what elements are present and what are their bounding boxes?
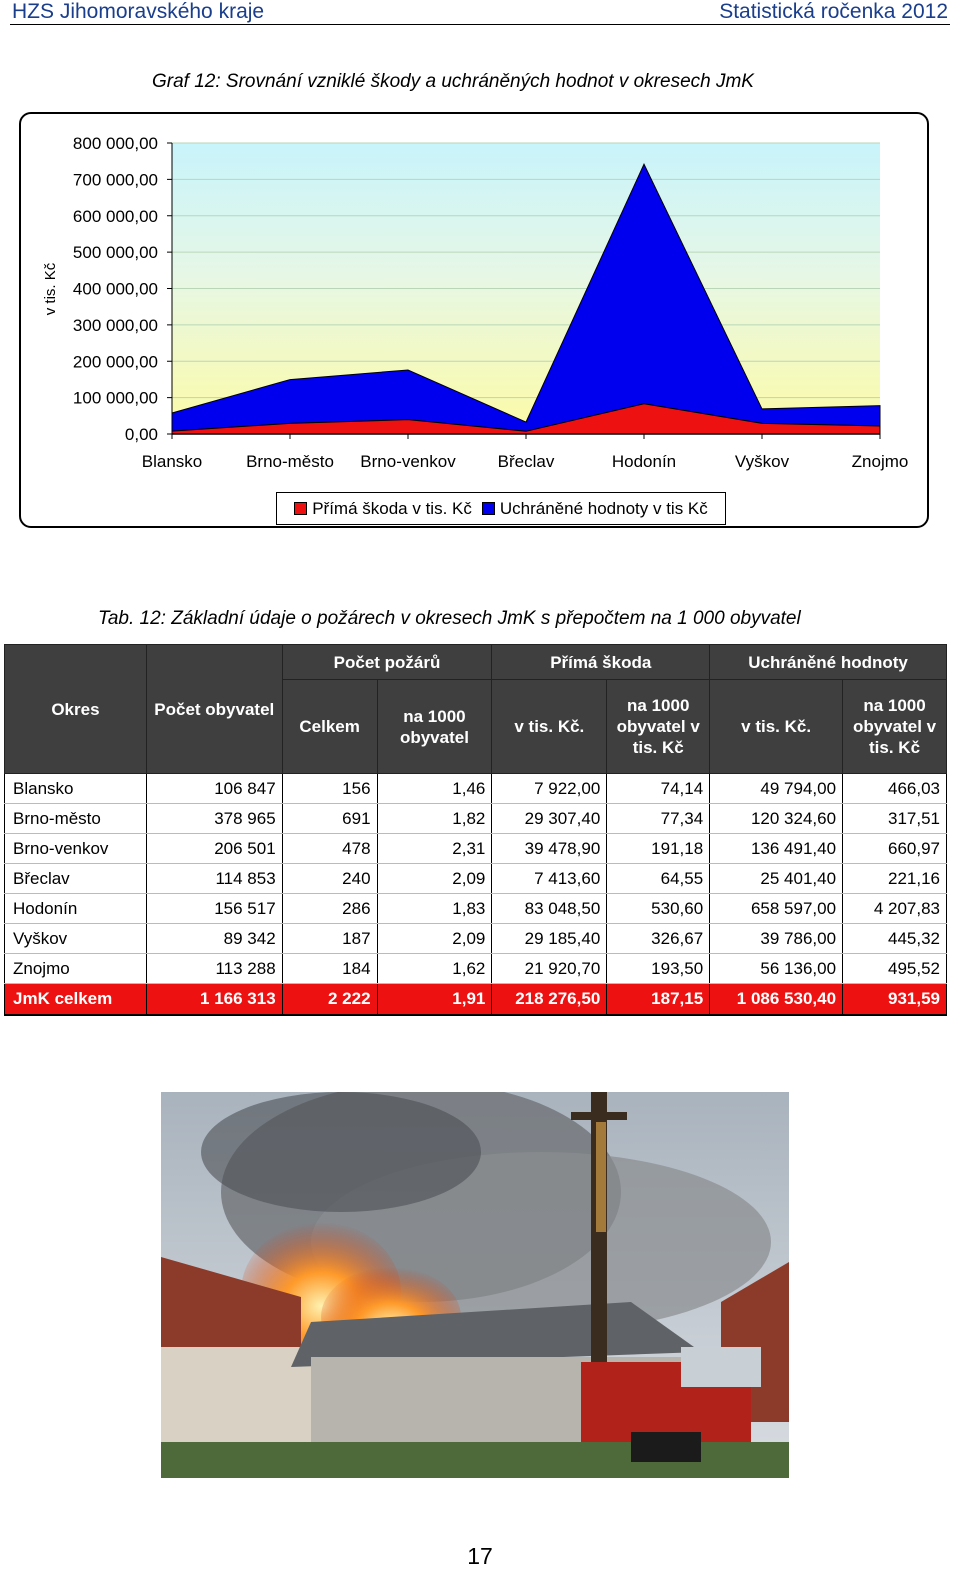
- legend-swatch-blue: [482, 502, 495, 515]
- legend-label: Přímá škoda v tis. Kč: [312, 498, 472, 518]
- table-row: [5, 864, 947, 894]
- y-tick-label: 0,00: [124, 425, 158, 444]
- cell: 317,51: [843, 804, 947, 834]
- cell: 25 401,40: [710, 864, 843, 894]
- cell: 1,62: [377, 954, 492, 984]
- cell: 83 048,50: [492, 894, 607, 924]
- cell-okres: Brno-venkov: [5, 834, 147, 864]
- cell-okres: JmK celkem: [5, 984, 147, 1016]
- table-row: [5, 774, 947, 804]
- x-tick-label: Vyškov: [734, 452, 790, 471]
- cell: 120 324,60: [710, 804, 843, 834]
- cell: 1,83: [377, 894, 492, 924]
- column-header-skoda-tis: v tis. Kč.: [492, 680, 607, 774]
- column-header-pocet-obyvatel: Počet obyvatel: [146, 645, 282, 774]
- y-tick-label: 100 000,00: [72, 388, 158, 408]
- cell: 113 288: [146, 954, 282, 984]
- column-header-skoda-na1000: na 1000 obyvatel v tis. Kč: [607, 680, 710, 774]
- cell: 56 136,00: [710, 954, 843, 984]
- legend-swatch-red: [294, 502, 307, 515]
- column-group-pocet-pozaru: Počet požárů: [282, 645, 492, 680]
- cell: 206 501: [146, 834, 282, 864]
- cell: 29 185,40: [492, 924, 607, 954]
- x-tick-label: Hodonín: [611, 452, 677, 471]
- cell: 74,14: [607, 774, 710, 804]
- table-row: [5, 804, 947, 834]
- cell: 187,15: [607, 984, 710, 1016]
- chart-legend: [276, 492, 726, 525]
- cell-okres: Znojmo: [5, 954, 147, 984]
- y-tick-label: 300 000,00: [72, 315, 158, 335]
- y-tick-label: 400 000,00: [72, 279, 158, 299]
- y-tick-label: 500 000,00: [72, 243, 158, 263]
- column-header-na1000: na 1000 obyvatel: [377, 680, 492, 774]
- cell: 4 207,83: [843, 894, 947, 924]
- cell: 286: [282, 894, 377, 924]
- cell: 1,82: [377, 804, 492, 834]
- cell: 64,55: [607, 864, 710, 894]
- cell: 2,31: [377, 834, 492, 864]
- cell: 156: [282, 774, 377, 804]
- cell: 658 597,00: [710, 894, 843, 924]
- graph-caption: Graf 12: Srovnání vzniklé škody a uchráněných hodnot v okresech JmK: [152, 71, 754, 92]
- cell: 221,16: [843, 864, 947, 894]
- y-tick-label: 200 000,00: [72, 352, 158, 372]
- cell: 184: [282, 954, 377, 984]
- cell: 21 920,70: [492, 954, 607, 984]
- cell: 7 413,60: [492, 864, 607, 894]
- legend-item-uchranene: [482, 499, 708, 519]
- x-tick-label: Břeclav: [497, 452, 555, 471]
- cell: 240: [282, 864, 377, 894]
- cell: 478: [282, 834, 377, 864]
- header-title-right: Statistická ročenka 2012: [719, 0, 948, 23]
- cell-okres: Blansko: [5, 774, 147, 804]
- table-row: [5, 894, 947, 924]
- cell: 530,60: [607, 894, 710, 924]
- cell: 191,18: [607, 834, 710, 864]
- column-group-uchranene: Uchráněné hodnoty: [710, 645, 947, 680]
- cell: 691: [282, 804, 377, 834]
- cell-okres: Hodonín: [5, 894, 147, 924]
- column-header-celkem: Celkem: [282, 680, 377, 774]
- cell: 193,50: [607, 954, 710, 984]
- table-caption: Tab. 12: Základní údaje o požárech v okresech JmK s přepočtem na 1 000 obyvatel: [98, 608, 801, 629]
- header-title-left: HZS Jihomoravského kraje: [12, 0, 265, 23]
- x-tick-label: Brno-venkov: [360, 452, 456, 471]
- page-number: 17: [467, 1543, 493, 1569]
- cell: 114 853: [146, 864, 282, 894]
- y-axis-label: v tis. Kč: [42, 262, 59, 316]
- cell: 77,34: [607, 804, 710, 834]
- y-tick-label: 800 000,00: [72, 134, 158, 153]
- cell: 1,46: [377, 774, 492, 804]
- cell: 2,09: [377, 924, 492, 954]
- table-total-row: [5, 984, 947, 1016]
- cell: 7 922,00: [492, 774, 607, 804]
- cell: 49 794,00: [710, 774, 843, 804]
- x-tick-label: Brno-město: [246, 452, 334, 471]
- table-row: [5, 924, 947, 954]
- cell: 378 965: [146, 804, 282, 834]
- cell: 187: [282, 924, 377, 954]
- cell: 1 086 530,40: [710, 984, 843, 1016]
- cell: 326,67: [607, 924, 710, 954]
- cell: 39 786,00: [710, 924, 843, 954]
- cell: 106 847: [146, 774, 282, 804]
- x-tick-label: Znojmo: [851, 452, 909, 471]
- column-header-uchranene-tis: v tis. Kč.: [710, 680, 843, 774]
- cell: 2 222: [282, 984, 377, 1016]
- y-tick-label: 700 000,00: [72, 170, 158, 190]
- legend-label: Uchráněné hodnoty v tis Kč: [499, 498, 708, 518]
- y-tick-label: 600 000,00: [72, 206, 158, 226]
- cell: 156 517: [146, 894, 282, 924]
- x-tick-label: Blansko: [141, 452, 203, 471]
- column-header-uchranene-na1000: na 1000 obyvatel v tis. Kč: [843, 680, 947, 774]
- table-row: [5, 834, 947, 864]
- cell: 466,03: [843, 774, 947, 804]
- cell-okres: Břeclav: [5, 864, 147, 894]
- column-group-prima-skoda: Přímá škoda: [492, 645, 710, 680]
- cell: 445,32: [843, 924, 947, 954]
- cell: 931,59: [843, 984, 947, 1016]
- cell: 89 342: [146, 924, 282, 954]
- cell-okres: Vyškov: [5, 924, 147, 954]
- legend-item-prima-skoda: [294, 499, 472, 519]
- table-row: [5, 954, 947, 984]
- cell: 136 491,40: [710, 834, 843, 864]
- cell-okres: Brno-město: [5, 804, 147, 834]
- area-chart: [0, 0, 960, 530]
- cell: 495,52: [843, 954, 947, 984]
- fire-photo: [161, 1092, 789, 1478]
- cell: 29 307,40: [492, 804, 607, 834]
- column-header-okres: Okres: [5, 645, 147, 774]
- cell: 660,97: [843, 834, 947, 864]
- cell: 2,09: [377, 864, 492, 894]
- fires-table: [4, 644, 947, 1016]
- cell: 1 166 313: [146, 984, 282, 1016]
- cell: 1,91: [377, 984, 492, 1016]
- cell: 39 478,90: [492, 834, 607, 864]
- cell: 218 276,50: [492, 984, 607, 1016]
